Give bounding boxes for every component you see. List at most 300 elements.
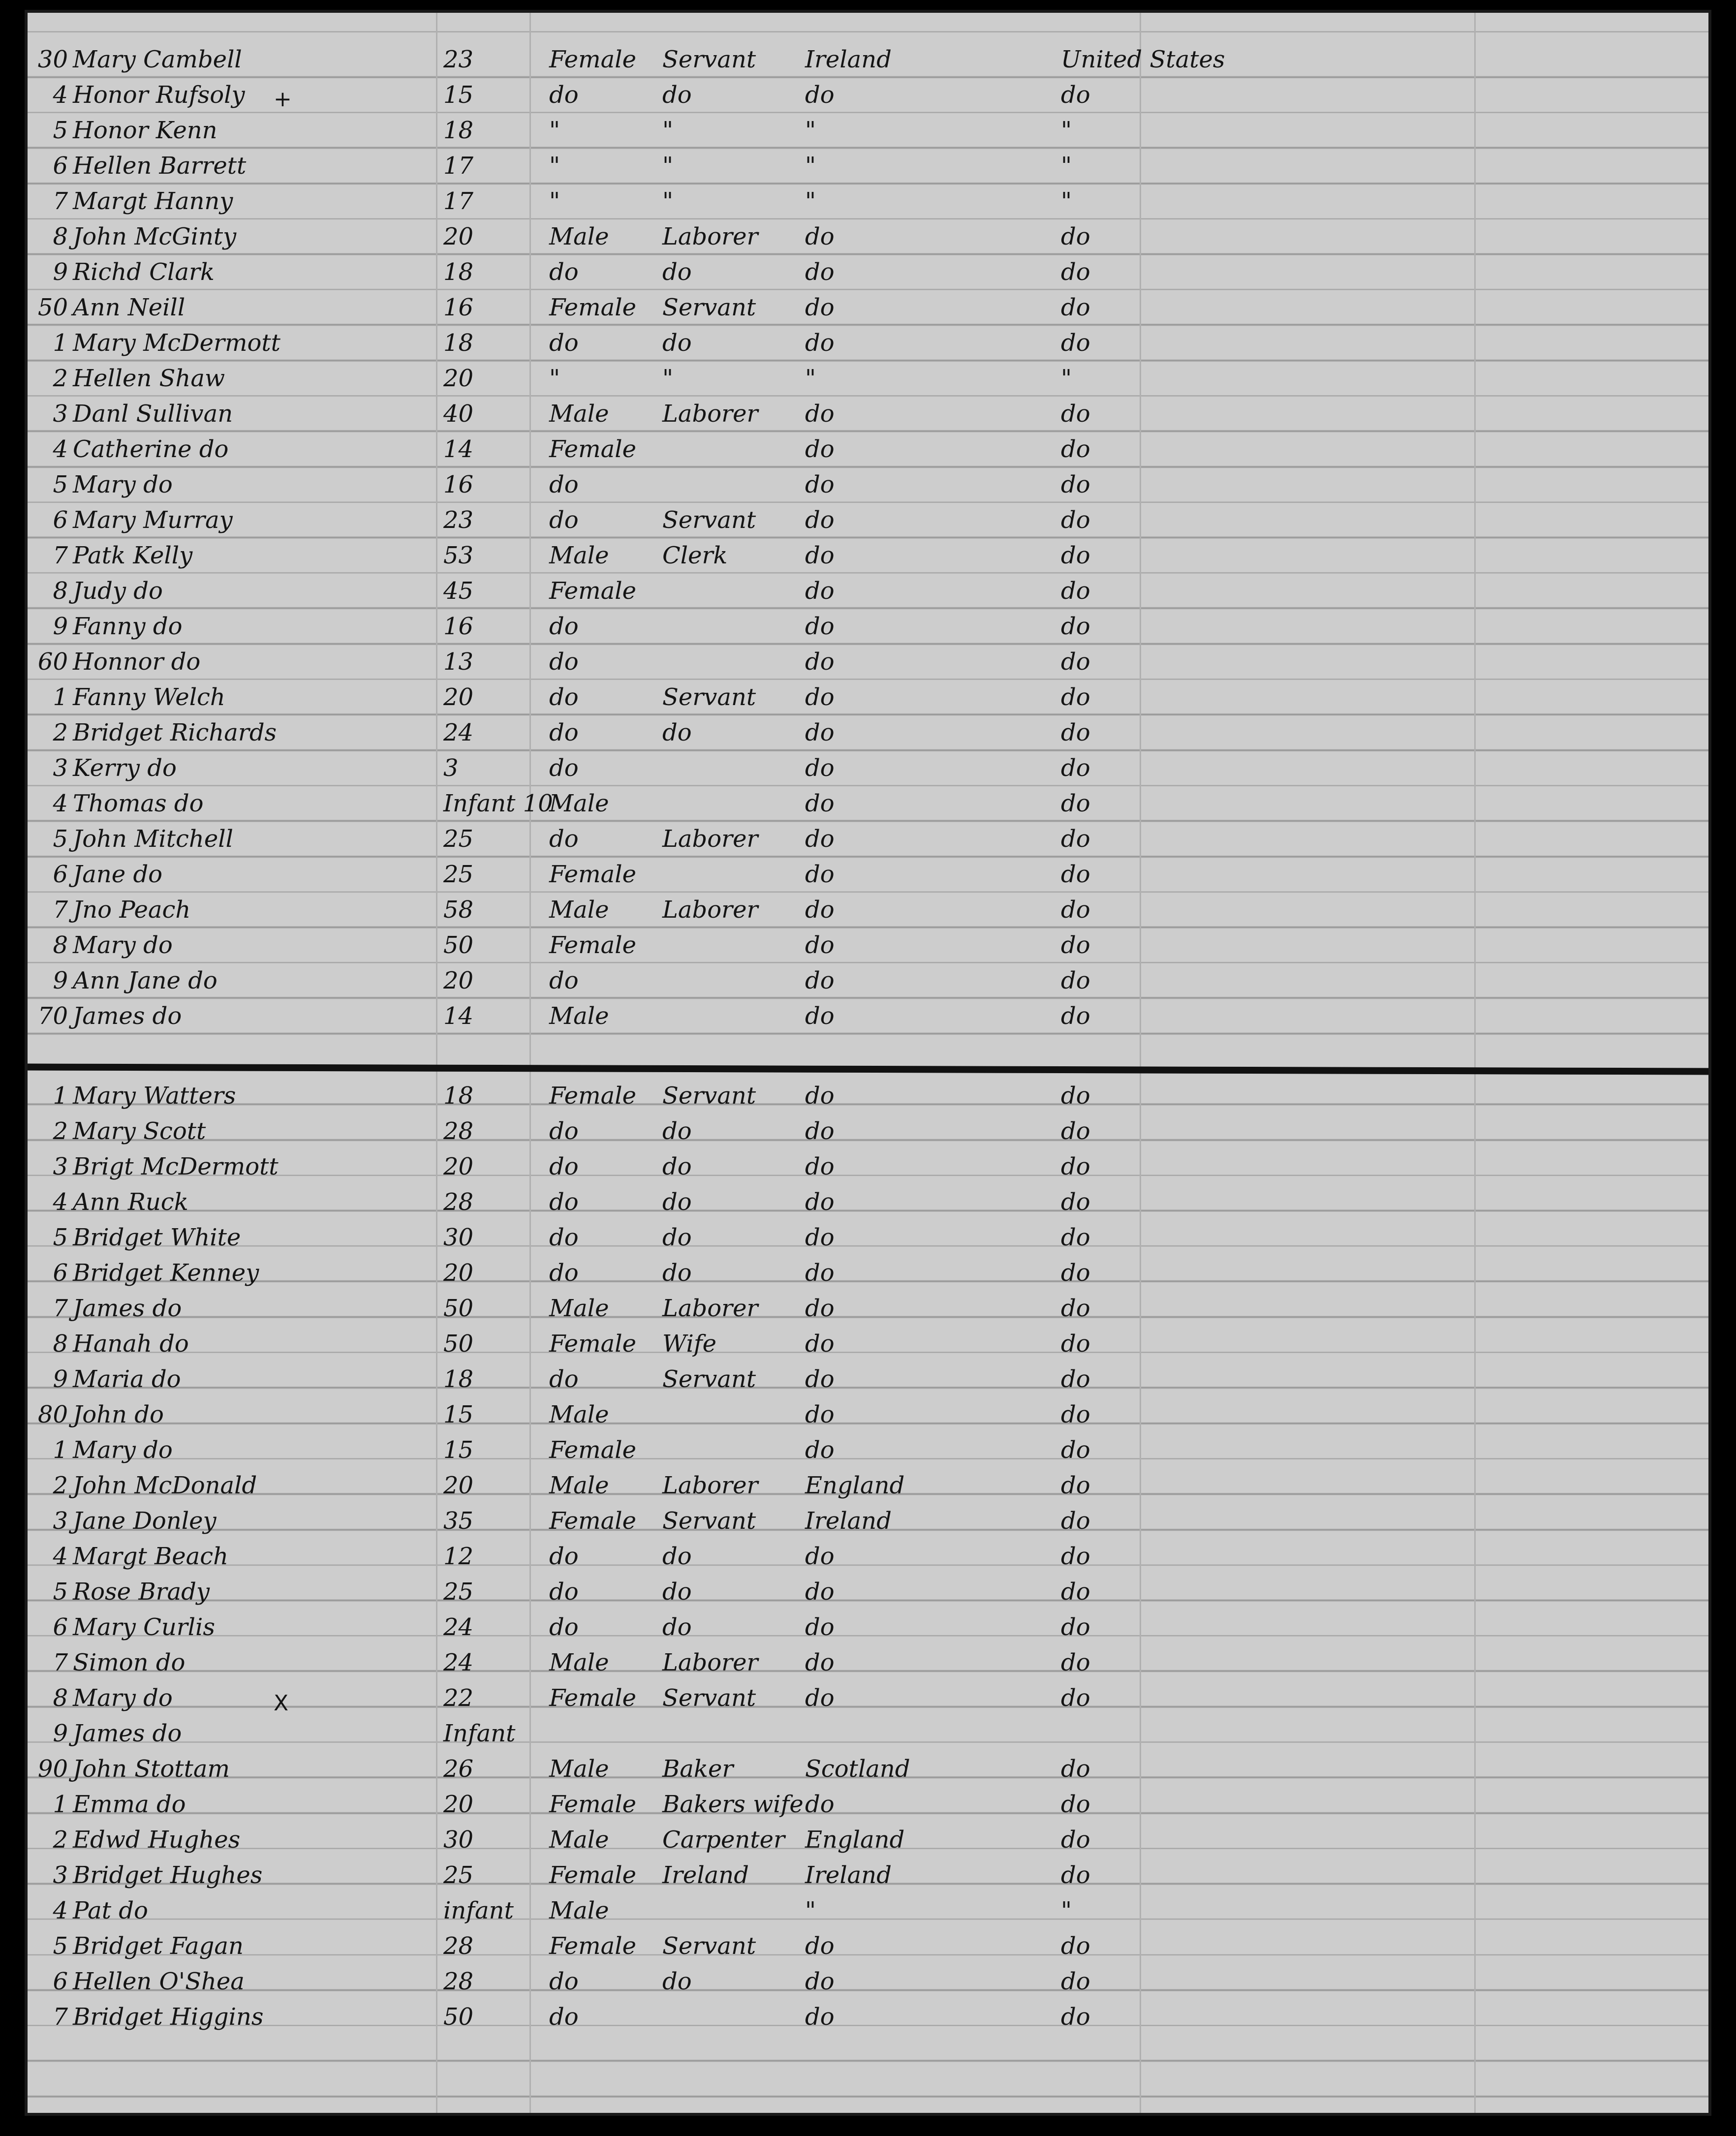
country-of-origin: do	[805, 1365, 835, 1393]
passenger-name: Hellen Shaw	[73, 365, 225, 392]
entry-number: 8	[53, 1684, 68, 1712]
entry-number: 3	[53, 1861, 68, 1889]
country-of-origin: do	[805, 648, 835, 676]
destination-country: do	[1061, 1826, 1090, 1854]
passenger-name: Mary Murray	[73, 506, 233, 534]
destination-country: "	[1061, 1897, 1072, 1924]
passenger-occupation: Wife	[662, 1330, 717, 1358]
table-row	[28, 1787, 1708, 1823]
country-of-origin: Ireland	[805, 46, 892, 73]
table-row	[28, 1539, 1708, 1575]
table-row	[28, 609, 1708, 645]
passenger-age: 40	[443, 400, 474, 428]
table-row	[28, 680, 1708, 715]
passenger-sex: do	[549, 506, 579, 534]
passenger-sex: Male	[549, 1649, 609, 1676]
table-row	[28, 1327, 1708, 1362]
passenger-sex: "	[549, 187, 560, 215]
passenger-occupation: do	[662, 719, 692, 746]
country-of-origin: do	[805, 1188, 835, 1216]
passenger-occupation: Laborer	[662, 400, 758, 428]
passenger-sex: Female	[549, 1791, 636, 1818]
table-row	[28, 538, 1708, 574]
country-of-origin: do	[805, 754, 835, 782]
passenger-sex: do	[549, 613, 579, 640]
passenger-occupation: do	[662, 1543, 692, 1570]
passenger-age: infant	[443, 1897, 514, 1924]
entry-number: 4	[53, 790, 68, 817]
passenger-name: Mary do	[73, 931, 173, 959]
passenger-age: 24	[443, 1613, 474, 1641]
passenger-age: 16	[443, 294, 474, 321]
passenger-sex: Female	[549, 46, 636, 73]
passenger-sex: Male	[549, 542, 609, 569]
passenger-name: Mary Curlis	[73, 1613, 216, 1641]
entry-number: 2	[53, 1826, 68, 1854]
passenger-occupation: "	[662, 117, 674, 144]
passenger-name: James do	[73, 1720, 182, 1747]
passenger-occupation: Laborer	[662, 896, 758, 924]
passenger-name: John McGinty	[73, 223, 237, 250]
passenger-name: Bridget White	[73, 1224, 241, 1251]
passenger-sex: do	[549, 719, 579, 746]
passenger-sex: do	[549, 81, 579, 109]
table-row	[28, 999, 1708, 1034]
destination-country: do	[1061, 542, 1090, 569]
passenger-name: Jane do	[73, 861, 163, 888]
country-of-origin: do	[805, 329, 835, 357]
passenger-age: 28	[443, 1117, 474, 1145]
table-row	[28, 1929, 1708, 1964]
entry-number: 8	[53, 1330, 68, 1358]
table-row	[28, 574, 1708, 609]
table-row	[28, 1823, 1708, 1858]
entry-number: 8	[53, 223, 68, 250]
table-row	[28, 1149, 1708, 1185]
table-row	[28, 1433, 1708, 1468]
passenger-name: Maria do	[73, 1365, 181, 1393]
table-row	[28, 963, 1708, 999]
table-row	[28, 1716, 1708, 1752]
entry-number: 4	[53, 435, 68, 463]
destination-country: do	[1061, 1543, 1090, 1570]
country-of-origin: do	[805, 471, 835, 498]
destination-country: do	[1061, 1472, 1090, 1499]
country-of-origin: do	[805, 1330, 835, 1358]
passenger-sex: Female	[549, 1684, 636, 1712]
passenger-name: Ann Ruck	[73, 1188, 188, 1216]
passenger-name: Ann Jane do	[73, 967, 217, 994]
passenger-age: 45	[443, 577, 474, 605]
passenger-age: 12	[443, 1543, 474, 1570]
destination-country: do	[1061, 1259, 1090, 1287]
country-of-origin: do	[805, 790, 835, 817]
destination-country: do	[1061, 1365, 1090, 1393]
passenger-occupation: Ireland	[662, 1861, 749, 1889]
passenger-sex: do	[549, 2003, 579, 2031]
destination-country: do	[1061, 1861, 1090, 1889]
passenger-sex: do	[549, 258, 579, 286]
passenger-age: 20	[443, 1259, 474, 1287]
destination-country: do	[1061, 400, 1090, 428]
table-row	[28, 432, 1708, 467]
destination-country: United States	[1061, 46, 1225, 73]
passenger-occupation: Clerk	[662, 542, 728, 569]
passenger-occupation: do	[662, 329, 692, 357]
entry-number: 1	[53, 1436, 68, 1464]
table-row	[28, 857, 1708, 893]
table-row	[28, 1397, 1708, 1433]
passenger-occupation: "	[662, 365, 674, 392]
passenger-sex: do	[549, 1365, 579, 1393]
entry-number: 4	[53, 1543, 68, 1570]
table-row	[28, 1468, 1708, 1504]
passenger-name: Thomas do	[73, 790, 204, 817]
country-of-origin: do	[805, 967, 835, 994]
country-of-origin: do	[805, 1649, 835, 1676]
entry-number: 9	[53, 258, 68, 286]
passenger-sex: Male	[549, 400, 609, 428]
passenger-age: 18	[443, 1082, 474, 1110]
country-of-origin: do	[805, 1153, 835, 1180]
passenger-name: Bridget Higgins	[73, 2003, 264, 2031]
destination-country: "	[1061, 365, 1072, 392]
passenger-name: Mary do	[73, 471, 173, 498]
passenger-name: Margt Hanny	[73, 187, 233, 215]
passenger-occupation: do	[662, 1117, 692, 1145]
destination-country: do	[1061, 1436, 1090, 1464]
destination-country: do	[1061, 1968, 1090, 1995]
passenger-age: 25	[443, 1578, 474, 1606]
passenger-occupation: do	[662, 1578, 692, 1606]
passenger-occupation: Servant	[662, 46, 756, 73]
entry-number: 6	[53, 1613, 68, 1641]
entry-number: 2	[53, 719, 68, 746]
entry-number: 5	[53, 1224, 68, 1251]
table-row	[28, 361, 1708, 397]
passenger-name: Ann Neill	[73, 294, 186, 321]
country-of-origin: do	[805, 683, 835, 711]
passenger-occupation: Servant	[662, 1932, 756, 1960]
passenger-age: 15	[443, 81, 474, 109]
passenger-age: 58	[443, 896, 474, 924]
passenger-sex: Female	[549, 1932, 636, 1960]
entry-number: 2	[53, 1117, 68, 1145]
table-row	[28, 1114, 1708, 1149]
passenger-name: Patk Kelly	[73, 542, 193, 569]
table-row	[28, 1220, 1708, 1256]
entry-number: 5	[53, 471, 68, 498]
destination-country: do	[1061, 1153, 1090, 1180]
passenger-sex: "	[549, 117, 560, 144]
passenger-name: Richd Clark	[73, 258, 215, 286]
table-row	[28, 326, 1708, 361]
destination-country: do	[1061, 223, 1090, 250]
country-of-origin: Ireland	[805, 1861, 892, 1889]
passenger-name: Danl Sullivan	[73, 400, 233, 428]
destination-country: do	[1061, 1507, 1090, 1535]
passenger-age: 30	[443, 1826, 474, 1854]
country-of-origin: "	[805, 1897, 816, 1924]
destination-country: do	[1061, 1117, 1090, 1145]
destination-country: do	[1061, 1755, 1090, 1783]
country-of-origin: England	[805, 1472, 905, 1499]
passenger-sex: do	[549, 1578, 579, 1606]
country-of-origin: do	[805, 861, 835, 888]
country-of-origin: do	[805, 1543, 835, 1570]
passenger-occupation: "	[662, 152, 674, 180]
destination-country: do	[1061, 1188, 1090, 1216]
country-of-origin: do	[805, 1259, 835, 1287]
ledger-page	[25, 10, 1711, 2116]
table-row	[28, 149, 1708, 184]
destination-country: do	[1061, 1002, 1090, 1030]
destination-country: do	[1061, 1578, 1090, 1606]
country-of-origin: Ireland	[805, 1507, 892, 1535]
entry-number: 1	[53, 1082, 68, 1110]
passenger-occupation: Servant	[662, 1365, 756, 1393]
passenger-age: 20	[443, 1472, 474, 1499]
entry-number: 90	[37, 1755, 68, 1783]
table-row	[28, 715, 1708, 751]
destination-country: do	[1061, 1649, 1090, 1676]
country-of-origin: do	[805, 294, 835, 321]
destination-country: do	[1061, 1224, 1090, 1251]
table-row	[28, 751, 1708, 786]
destination-country: do	[1061, 258, 1090, 286]
passenger-sex: do	[549, 1613, 579, 1641]
passenger-age: 23	[443, 506, 474, 534]
passenger-occupation: Servant	[662, 1684, 756, 1712]
table-row	[28, 1504, 1708, 1539]
destination-country: do	[1061, 435, 1090, 463]
table-row	[28, 1291, 1708, 1327]
passenger-age: Infant	[443, 1720, 516, 1747]
table-row	[28, 822, 1708, 857]
passenger-age: 18	[443, 117, 474, 144]
passenger-occupation: do	[662, 1613, 692, 1641]
passenger-name: Fanny Welch	[73, 683, 225, 711]
table-row	[28, 2000, 1708, 2035]
country-of-origin: England	[805, 1826, 905, 1854]
passenger-sex: do	[549, 1968, 579, 1995]
entry-number: 1	[53, 1791, 68, 1818]
entry-number: 7	[53, 187, 68, 215]
destination-country: do	[1061, 1613, 1090, 1641]
passenger-sex: do	[549, 754, 579, 782]
passenger-age: 25	[443, 825, 474, 853]
passenger-age: 20	[443, 223, 474, 250]
destination-country: do	[1061, 294, 1090, 321]
passenger-sex: Male	[549, 1897, 609, 1924]
passenger-occupation: Baker	[662, 1755, 734, 1783]
passenger-age: 26	[443, 1755, 474, 1783]
entry-number: 70	[37, 1002, 68, 1030]
passenger-age: 13	[443, 648, 474, 676]
passenger-name: Bridget Kenney	[73, 1259, 259, 1287]
passenger-age: 18	[443, 1365, 474, 1393]
entry-number: 9	[53, 1365, 68, 1393]
entry-number: 4	[53, 1188, 68, 1216]
entry-number: 9	[53, 967, 68, 994]
passenger-age: 25	[443, 1861, 474, 1889]
destination-country: do	[1061, 506, 1090, 534]
country-of-origin: do	[805, 223, 835, 250]
table-row	[28, 467, 1708, 503]
country-of-origin: do	[805, 1684, 835, 1712]
passenger-sex: do	[549, 1188, 579, 1216]
destination-country: do	[1061, 1684, 1090, 1712]
passenger-age: 30	[443, 1224, 474, 1251]
passenger-name: Honor Rufsoly	[73, 81, 245, 109]
entry-number: 7	[53, 542, 68, 569]
country-of-origin: do	[805, 1401, 835, 1428]
country-of-origin: "	[805, 117, 816, 144]
entry-number: 6	[53, 152, 68, 180]
passenger-age: 15	[443, 1436, 474, 1464]
entry-number: 6	[53, 1259, 68, 1287]
entry-number: 4	[53, 1897, 68, 1924]
entry-number: 9	[53, 613, 68, 640]
destination-country: do	[1061, 861, 1090, 888]
country-of-origin: do	[805, 81, 835, 109]
passenger-name: Bridget Fagan	[73, 1932, 244, 1960]
country-of-origin: do	[805, 825, 835, 853]
entry-number: 2	[53, 365, 68, 392]
passenger-age: 22	[443, 1684, 474, 1712]
destination-country: do	[1061, 81, 1090, 109]
country-of-origin: do	[805, 542, 835, 569]
entry-number: 7	[53, 1295, 68, 1322]
passenger-name: Hellen O'Shea	[73, 1968, 245, 1995]
entry-number: 8	[53, 577, 68, 605]
table-row	[28, 1610, 1708, 1645]
passenger-name: Simon do	[73, 1649, 186, 1676]
passenger-age: 25	[443, 861, 474, 888]
country-of-origin: do	[805, 613, 835, 640]
passenger-sex: Male	[549, 1755, 609, 1783]
passenger-age: 14	[443, 1002, 474, 1030]
passenger-sex: Male	[549, 1826, 609, 1854]
country-of-origin: do	[805, 1968, 835, 1995]
passenger-name: John Mitchell	[73, 825, 233, 853]
country-of-origin: do	[805, 506, 835, 534]
passenger-occupation: Servant	[662, 294, 756, 321]
country-of-origin: do	[805, 1224, 835, 1251]
table-row	[28, 928, 1708, 963]
table-row	[28, 184, 1708, 219]
passenger-name: Mary do	[73, 1684, 173, 1712]
passenger-sex: Female	[549, 577, 636, 605]
passenger-age: 24	[443, 719, 474, 746]
page-fold	[28, 1064, 1708, 1075]
country-of-origin: do	[805, 577, 835, 605]
entry-number: 6	[53, 1968, 68, 1995]
table-row	[28, 1575, 1708, 1610]
passenger-name: Mary Watters	[73, 1082, 236, 1110]
entry-number: 3	[53, 1507, 68, 1535]
table-row	[28, 1362, 1708, 1397]
destination-country: "	[1061, 187, 1072, 215]
passenger-occupation: do	[662, 1153, 692, 1180]
passenger-sex: do	[549, 683, 579, 711]
country-of-origin: do	[805, 1578, 835, 1606]
passenger-age: 20	[443, 365, 474, 392]
table-row	[28, 1752, 1708, 1787]
passenger-sex: Male	[549, 1295, 609, 1322]
country-of-origin: do	[805, 1082, 835, 1110]
passenger-name: Mary Scott	[73, 1117, 206, 1145]
country-of-origin: do	[805, 1295, 835, 1322]
passenger-age: 20	[443, 1791, 474, 1818]
country-of-origin: do	[805, 1613, 835, 1641]
passenger-sex: do	[549, 967, 579, 994]
passenger-occupation: Servant	[662, 683, 756, 711]
entry-number: 50	[37, 294, 68, 321]
table-row	[28, 1893, 1708, 1929]
passenger-age: 50	[443, 1330, 474, 1358]
passenger-name: Mary Cambell	[73, 46, 242, 73]
table-row	[28, 255, 1708, 290]
entry-number: 9	[53, 1720, 68, 1747]
country-of-origin: do	[805, 1791, 835, 1818]
passenger-occupation: do	[662, 81, 692, 109]
entry-number: 60	[37, 648, 68, 676]
destination-country: do	[1061, 790, 1090, 817]
passenger-name: Jane Donley	[73, 1507, 217, 1535]
passenger-occupation: do	[662, 1968, 692, 1995]
entry-number: 2	[53, 1472, 68, 1499]
passenger-occupation: do	[662, 1188, 692, 1216]
passenger-sex: do	[549, 471, 579, 498]
passenger-age: 15	[443, 1401, 474, 1428]
passenger-name: James do	[73, 1002, 182, 1030]
passenger-occupation: Carpenter	[662, 1826, 785, 1854]
passenger-sex: Male	[549, 1401, 609, 1428]
passenger-age: 35	[443, 1507, 474, 1535]
table-row	[28, 786, 1708, 822]
passenger-sex: Female	[549, 1330, 636, 1358]
country-of-origin: do	[805, 719, 835, 746]
table-row	[28, 1964, 1708, 2000]
destination-country: "	[1061, 117, 1072, 144]
passenger-name: John Stottam	[73, 1755, 230, 1783]
passenger-sex: "	[549, 152, 560, 180]
passenger-name: Fanny do	[73, 613, 183, 640]
passenger-sex: Female	[549, 931, 636, 959]
passenger-age: 50	[443, 2003, 474, 2031]
passenger-sex: Female	[549, 1861, 636, 1889]
passenger-occupation: do	[662, 258, 692, 286]
entry-number: 3	[53, 754, 68, 782]
passenger-age: 28	[443, 1932, 474, 1960]
passenger-name: Pat do	[73, 1897, 148, 1924]
table-row	[28, 219, 1708, 255]
table-row	[28, 645, 1708, 680]
passenger-sex: Female	[549, 861, 636, 888]
table-row	[28, 1185, 1708, 1220]
country-of-origin: do	[805, 1932, 835, 1960]
country-of-origin: do	[805, 258, 835, 286]
passenger-occupation: Laborer	[662, 1295, 758, 1322]
destination-country: do	[1061, 719, 1090, 746]
passenger-age: 23	[443, 46, 474, 73]
destination-country: "	[1061, 152, 1072, 180]
entry-number: 3	[53, 1153, 68, 1180]
destination-country: do	[1061, 1932, 1090, 1960]
passenger-age: 24	[443, 1649, 474, 1676]
table-row	[28, 1645, 1708, 1681]
